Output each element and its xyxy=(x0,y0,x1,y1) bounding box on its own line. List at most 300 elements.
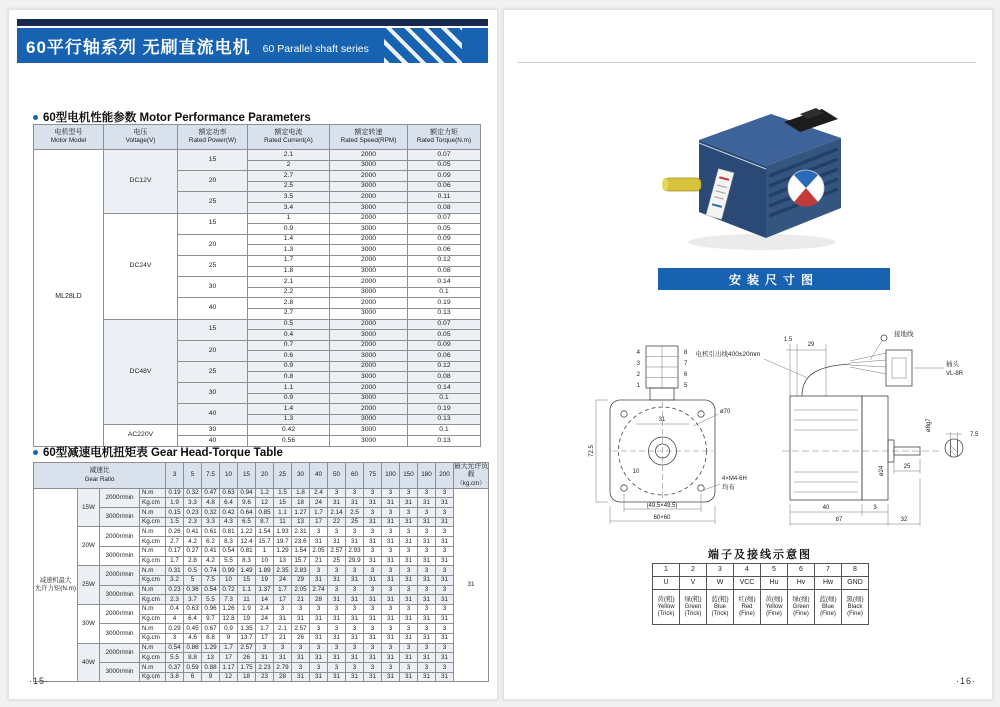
power-cell: 15W xyxy=(78,488,100,527)
torque-value-cell: 12 xyxy=(220,672,238,682)
ratio-column-header: 20 xyxy=(256,463,274,489)
torque-value-cell: 4.8 xyxy=(202,498,220,508)
header-dark-bar xyxy=(17,19,488,26)
max-load-cell: 31 xyxy=(454,488,489,682)
torque-value-cell: 3 xyxy=(436,663,454,673)
torque-value-cell: 19 xyxy=(238,614,256,624)
torque-value-cell: 3 xyxy=(400,527,418,537)
unit-cell: N.m xyxy=(140,643,166,653)
terminal-number-cell: 6 xyxy=(788,564,815,577)
torque-value-cell: 2.23 xyxy=(256,663,274,673)
speed-cell: 2000r/min xyxy=(100,488,140,507)
ratio-column-header: 150 xyxy=(400,463,418,489)
torque-value-cell: 0.54 xyxy=(202,585,220,595)
value-cell: 2.8 xyxy=(248,298,330,309)
torque-value-cell: 3 xyxy=(418,604,436,614)
value-cell: 0.56 xyxy=(248,436,330,447)
torque-value-cell: 31 xyxy=(310,653,328,663)
value-cell: 3.4 xyxy=(248,202,330,213)
value-cell: 0.08 xyxy=(408,372,481,383)
torque-value-cell: 3 xyxy=(346,488,364,498)
value-cell: 0.14 xyxy=(408,277,481,288)
power-cell: 40 xyxy=(178,404,248,425)
torque-value-cell: 31 xyxy=(310,537,328,547)
table-row xyxy=(34,604,489,614)
dim-shaft-len: 25 xyxy=(903,464,911,470)
dim-40: 40 xyxy=(822,505,830,511)
torque-value-cell: 3 xyxy=(310,566,328,576)
torque-value-cell: 31 xyxy=(328,498,346,508)
header-cn: 电压 xyxy=(133,128,148,136)
terminal-number-row xyxy=(653,564,869,577)
speed-cell: 3000r/min xyxy=(100,624,140,643)
torque-value-cell: 3 xyxy=(328,663,346,673)
torque-value-cell: 31 xyxy=(418,595,436,605)
left-page xyxy=(8,9,498,700)
torque-value-cell: 2.57 xyxy=(292,624,310,634)
speed-cell: 3000r/min xyxy=(100,546,140,565)
terminal-wire-cell xyxy=(680,590,707,625)
terminal-wire-cell xyxy=(734,590,761,625)
torque-value-cell: 31 xyxy=(418,556,436,566)
speed-cell: 2000r/min xyxy=(100,566,140,585)
torque-value-cell: 1.37 xyxy=(256,585,274,595)
value-cell: 2000 xyxy=(330,383,408,394)
torque-value-cell: 0.27 xyxy=(184,546,202,556)
torque-value-cell: 3 xyxy=(418,663,436,673)
torque-value-cell: 2.35 xyxy=(274,566,292,576)
torque-value-cell: 31 xyxy=(328,634,346,644)
torque-value-cell: 0.85 xyxy=(256,508,274,518)
torque-value-cell: 31 xyxy=(364,575,382,585)
torque-value-cell: 1.29 xyxy=(202,643,220,653)
torque-value-cell: 31 xyxy=(382,498,400,508)
torque-value-cell: 31 xyxy=(382,575,400,585)
unit-cell: Kg.cm xyxy=(140,575,166,585)
torque-value-cell: 3 xyxy=(436,624,454,634)
torque-value-cell: 26 xyxy=(292,634,310,644)
wire-size: (Fine) xyxy=(793,610,809,617)
torque-value-cell: 24 xyxy=(256,614,274,624)
value-cell: 3.5 xyxy=(248,192,330,203)
torque-value-cell: 12.8 xyxy=(220,614,238,624)
header-en: Motor Model xyxy=(50,137,87,145)
terminal-signal-cell: Hu xyxy=(761,577,788,590)
value-cell: 0.12 xyxy=(408,255,481,266)
torque-value-cell: 1.89 xyxy=(256,566,274,576)
value-cell: 2.7 xyxy=(248,171,330,182)
torque-value-cell: 3 xyxy=(382,546,400,556)
torque-value-cell: 3 xyxy=(364,527,382,537)
series-title-en: 60 Parallel shaft series xyxy=(262,43,369,55)
torque-value-cell: 0.81 xyxy=(238,546,256,556)
ratio-column-header: 50 xyxy=(328,463,346,489)
value-cell: 0.07 xyxy=(408,213,481,224)
torque-value-cell: 21 xyxy=(292,595,310,605)
torque-value-cell: 31 xyxy=(328,537,346,547)
torque-value-cell: 31 xyxy=(382,537,400,547)
torque-value-cell: 31 xyxy=(436,672,454,682)
ratio-column-header: 10 xyxy=(220,463,238,489)
torque-value-cell: 1.8 xyxy=(292,488,310,498)
value-cell: 2.2 xyxy=(248,287,330,298)
torque-value-cell: 0.59 xyxy=(184,663,202,673)
torque-value-cell: 2.79 xyxy=(274,663,292,673)
performance-table xyxy=(33,124,481,447)
value-cell: 0.8 xyxy=(248,372,330,383)
torque-value-cell: 3 xyxy=(328,624,346,634)
torque-value-cell: 2.1 xyxy=(274,624,292,634)
torque-value-cell: 31 xyxy=(310,614,328,624)
torque-value-cell: 31 xyxy=(364,517,382,527)
table-row xyxy=(34,566,489,576)
torque-value-cell: 3 xyxy=(418,488,436,498)
torque-value-cell: 0.67 xyxy=(202,624,220,634)
value-cell: 0.9 xyxy=(248,224,330,235)
ratio-column-header: 200 xyxy=(436,463,454,489)
torque-value-cell: 3 xyxy=(364,546,382,556)
dim-32: 32 xyxy=(900,517,908,523)
torque-value-cell: 31 xyxy=(346,595,364,605)
torque-value-cell: 31 xyxy=(346,575,364,585)
ratio-column-header: 3 xyxy=(166,463,184,489)
torque-value-cell: 3 xyxy=(382,604,400,614)
shaft-section-detail xyxy=(945,432,963,457)
torque-value-cell: 1.7 xyxy=(310,508,328,518)
torque-value-cell: 31 xyxy=(400,653,418,663)
torque-value-cell: 3 xyxy=(400,604,418,614)
speed-cell: 2000r/min xyxy=(100,527,140,546)
torque-value-cell: 6.8 xyxy=(202,634,220,644)
torque-value-cell: 3.2 xyxy=(166,575,184,585)
torque-value-cell: 4.3 xyxy=(220,517,238,527)
value-cell: 3000 xyxy=(330,160,408,171)
torque-value-cell: 3 xyxy=(436,527,454,537)
torque-value-cell: 31 xyxy=(400,498,418,508)
unit-cell: N.m xyxy=(140,488,166,498)
torque-value-cell: 0.61 xyxy=(202,527,220,537)
value-cell: 1.1 xyxy=(248,383,330,394)
torque-value-cell: 7.3 xyxy=(220,595,238,605)
unit-cell: N.m xyxy=(140,604,166,614)
pin-label: 3 xyxy=(636,361,640,367)
value-cell: 0.7 xyxy=(248,340,330,351)
torque-value-cell: 12.4 xyxy=(238,537,256,547)
torque-header xyxy=(34,463,489,489)
dim-29: 29 xyxy=(807,342,815,348)
value-cell: 0.1 xyxy=(408,287,481,298)
wire-color-en: Yellow xyxy=(765,603,783,610)
torque-value-cell: 3 xyxy=(346,585,364,595)
torque-value-cell: 0.99 xyxy=(220,566,238,576)
torque-value-cell: 3 xyxy=(328,527,346,537)
torque-value-cell: 3 xyxy=(274,604,292,614)
torque-value-cell: 0.9 xyxy=(220,624,238,634)
torque-value-cell: 0.32 xyxy=(202,508,220,518)
value-cell: 0.09 xyxy=(408,340,481,351)
torque-value-cell: 31 xyxy=(400,556,418,566)
holes-note-2: 均布 xyxy=(722,484,735,491)
terminal-signal-row xyxy=(653,577,869,590)
value-cell: 3000 xyxy=(330,224,408,235)
torque-value-cell: 1.35 xyxy=(238,624,256,634)
column-header xyxy=(178,125,248,150)
torque-value-cell: 31 xyxy=(382,517,400,527)
torque-value-cell: 31 xyxy=(346,614,364,624)
wire-color-en: Green xyxy=(684,603,702,610)
torque-value-cell: 3 xyxy=(400,546,418,556)
torque-value-cell: 3 xyxy=(328,643,346,653)
wire-color-cn: 绿(粗) xyxy=(684,595,702,603)
torque-value-cell: 1.27 xyxy=(292,508,310,518)
header-en: Rated Torque(N.m) xyxy=(416,137,472,145)
value-cell: 2000 xyxy=(330,150,408,161)
torque-value-cell: 31 xyxy=(436,653,454,663)
torque-value-cell: 1.1 xyxy=(274,508,292,518)
wire-color-en: Green xyxy=(792,603,810,610)
torque-value-cell: 3 xyxy=(364,508,382,518)
terminal-wire-cell xyxy=(788,590,815,625)
value-cell: 2 xyxy=(248,160,330,171)
torque-value-cell: 7.5 xyxy=(202,575,220,585)
column-header xyxy=(330,125,408,150)
bullet-icon xyxy=(33,115,38,120)
wire-size: (Trick) xyxy=(711,610,729,617)
side-label-line2: 允许力矩(N.m) xyxy=(35,585,76,593)
torque-value-cell: 17 xyxy=(310,517,328,527)
unit-cell: Kg.cm xyxy=(140,517,166,527)
terminal-wire-cell xyxy=(653,590,680,625)
torque-value-cell: 3 xyxy=(436,585,454,595)
unit-cell: Kg.cm xyxy=(140,653,166,663)
right-page xyxy=(503,9,993,700)
wire-color-en: Black xyxy=(847,603,863,610)
ground-wire-label: 接地线 xyxy=(894,331,914,338)
torque-value-cell: 3 xyxy=(364,566,382,576)
torque-value-cell: 31 xyxy=(364,498,382,508)
torque-value-cell: 23.6 xyxy=(292,537,310,547)
torque-value-cell: 2.5 xyxy=(346,508,364,518)
torque-value-cell: 23 xyxy=(256,672,274,682)
torque-value-cell: 1.29 xyxy=(274,546,292,556)
table-row xyxy=(34,643,489,653)
torque-value-cell: 1.5 xyxy=(274,488,292,498)
torque-value-cell: 13 xyxy=(292,517,310,527)
torque-value-cell: 3 xyxy=(382,663,400,673)
value-cell: 0.9 xyxy=(248,393,330,404)
ratio-column-header: 5 xyxy=(184,463,202,489)
speed-cell: 2000r/min xyxy=(100,643,140,662)
value-cell: 2000 xyxy=(330,234,408,245)
dim-flange: (49.5×49.5) xyxy=(646,503,678,509)
value-cell: 2000 xyxy=(330,319,408,330)
unit-cell: Kg.cm xyxy=(140,672,166,682)
torque-section-title xyxy=(33,444,283,460)
power-cell: 25W xyxy=(78,566,100,605)
torque-value-cell: 3 xyxy=(418,566,436,576)
value-cell: 0.13 xyxy=(408,414,481,425)
torque-value-cell: 3 xyxy=(364,585,382,595)
torque-value-cell: 3 xyxy=(400,508,418,518)
torque-value-cell: 31 xyxy=(400,634,418,644)
torque-value-cell: 31 xyxy=(436,498,454,508)
value-cell: 0.12 xyxy=(408,361,481,372)
torque-value-cell: 0.23 xyxy=(184,508,202,518)
torque-value-cell: 1 xyxy=(256,546,274,556)
torque-value-cell: 31 xyxy=(436,634,454,644)
torque-value-cell: 9.7 xyxy=(202,614,220,624)
torque-value-cell: 15 xyxy=(238,575,256,585)
value-cell: 1.4 xyxy=(248,234,330,245)
installation-dimensions-banner: 安装尺寸图 xyxy=(658,268,890,290)
torque-value-cell: 15 xyxy=(274,498,292,508)
power-cell: 30 xyxy=(178,277,248,298)
torque-value-cell: 2.05 xyxy=(292,585,310,595)
torque-value-cell: 24 xyxy=(310,498,328,508)
power-cell: 20 xyxy=(178,171,248,192)
value-cell: 3000 xyxy=(330,351,408,362)
power-cell: 25 xyxy=(178,361,248,382)
terminal-number-cell: 8 xyxy=(842,564,869,577)
torque-value-cell: 0.81 xyxy=(220,527,238,537)
torque-value-cell: 31 xyxy=(346,653,364,663)
unit-cell: N.m xyxy=(140,663,166,673)
torque-value-cell: 5.5 xyxy=(220,556,238,566)
torque-value-cell: 0.86 xyxy=(184,643,202,653)
table-row xyxy=(34,624,489,634)
torque-value-cell: 31 xyxy=(436,517,454,527)
speed-cell: 3000r/min xyxy=(100,663,140,682)
terminal-diagram-title: 端子及接线示意图 xyxy=(708,549,812,561)
torque-value-cell: 3 xyxy=(292,643,310,653)
value-cell: 2000 xyxy=(330,171,408,182)
torque-value-cell: 3 xyxy=(382,643,400,653)
torque-value-cell: 1.1 xyxy=(238,585,256,595)
value-cell: 0.9 xyxy=(248,361,330,372)
torque-value-cell: 21 xyxy=(310,556,328,566)
value-cell: 2000 xyxy=(330,340,408,351)
torque-value-cell: 0.54 xyxy=(220,546,238,556)
series-banner xyxy=(17,28,488,63)
torque-value-cell: 31 xyxy=(328,595,346,605)
torque-value-cell: 5 xyxy=(184,575,202,585)
value-cell: 0.09 xyxy=(408,171,481,182)
torque-value-cell: 0.17 xyxy=(166,546,184,556)
power-cell: 40 xyxy=(178,436,248,447)
torque-value-cell: 3 xyxy=(364,643,382,653)
terminal-signal-cell: U xyxy=(653,577,680,590)
torque-value-cell: 1.7 xyxy=(274,585,292,595)
torque-value-cell: 4.6 xyxy=(184,634,202,644)
value-cell: 0.06 xyxy=(408,351,481,362)
column-header xyxy=(104,125,178,150)
header-cn: 电机型号 xyxy=(54,128,83,136)
torque-value-cell: 3 xyxy=(400,624,418,634)
unit-cell: N.m xyxy=(140,527,166,537)
torque-value-cell: 1.26 xyxy=(220,604,238,614)
torque-value-cell: 22 xyxy=(328,517,346,527)
plug-label: 插头 xyxy=(946,361,959,368)
header-en: Rated Speed(RPM) xyxy=(340,137,397,145)
brand-badge xyxy=(788,170,824,207)
torque-value-cell: 0.63 xyxy=(220,488,238,498)
torque-value-cell: 0.26 xyxy=(166,527,184,537)
torque-value-cell: 6.5 xyxy=(238,517,256,527)
terminal-wire-row xyxy=(653,590,869,625)
ratio-column-header: 15 xyxy=(238,463,256,489)
torque-value-cell: 6.2 xyxy=(202,537,220,547)
wire-size: (Fine) xyxy=(847,610,863,617)
value-cell: 3000 xyxy=(330,245,408,256)
voltage-cell: DC48V xyxy=(104,319,178,425)
unit-cell: N.m xyxy=(140,566,166,576)
wire-size: (Trick) xyxy=(657,610,675,617)
value-cell: 3000 xyxy=(330,330,408,341)
torque-value-cell: 3 xyxy=(310,643,328,653)
torque-value-cell: 2.57 xyxy=(238,643,256,653)
ratio-column-header: 60 xyxy=(346,463,364,489)
wire-color-en: Red xyxy=(741,603,753,610)
speed-cell: 3000r/min xyxy=(100,508,140,527)
torque-value-cell: 3.7 xyxy=(184,595,202,605)
wire-color-cn: 绿(细) xyxy=(792,595,810,603)
max-load-header-line2: （kg.cm） xyxy=(456,479,486,487)
torque-value-cell: 31 xyxy=(418,517,436,527)
wire-color-cn: 黄(粗) xyxy=(657,595,675,603)
torque-value-cell: 3 xyxy=(310,527,328,537)
torque-value-cell: 3 xyxy=(166,634,184,644)
dim-31: 31 xyxy=(658,417,666,423)
torque-value-cell: 31 xyxy=(418,672,436,682)
torque-value-cell: 3 xyxy=(346,663,364,673)
header-en: Rated Power(W) xyxy=(188,137,237,145)
torque-value-cell: 31 xyxy=(364,595,382,605)
value-cell: 3000 xyxy=(330,414,408,425)
power-cell: 20 xyxy=(178,234,248,255)
torque-value-cell: 26 xyxy=(238,653,256,663)
torque-value-cell: 19 xyxy=(256,575,274,585)
perf-header xyxy=(34,125,481,150)
performance-section-title-text: 60型电机性能参数 Motor Performance Parameters xyxy=(43,112,311,124)
column-header xyxy=(408,125,481,150)
torque-value-cell: 28 xyxy=(310,595,328,605)
torque-value-cell: 1.75 xyxy=(238,663,256,673)
torque-value-cell: 14 xyxy=(256,595,274,605)
torque-value-cell: 28 xyxy=(274,672,292,682)
value-cell: 3000 xyxy=(330,202,408,213)
table-row xyxy=(34,488,489,498)
torque-value-cell: 31 xyxy=(364,653,382,663)
value-cell: 2.5 xyxy=(248,181,330,192)
value-cell: 0.05 xyxy=(408,160,481,171)
torque-value-cell: 3 xyxy=(418,527,436,537)
torque-value-cell: 3 xyxy=(364,663,382,673)
torque-value-cell: 0.42 xyxy=(220,508,238,518)
value-cell: 1.3 xyxy=(248,414,330,425)
torque-value-cell: 0.72 xyxy=(220,585,238,595)
holes-note-1: 4×M4-6H xyxy=(722,476,747,482)
terminal-wire-cell xyxy=(761,590,788,625)
terminal-number-cell: 7 xyxy=(815,564,842,577)
table-row xyxy=(34,508,489,518)
ratio-column-header: 75 xyxy=(364,463,382,489)
torque-value-cell: 31 xyxy=(364,672,382,682)
torque-value-cell: 0.5 xyxy=(184,566,202,576)
power-cell: 40 xyxy=(178,298,248,319)
torque-value-cell: 10 xyxy=(220,575,238,585)
torque-value-cell: 3 xyxy=(256,643,274,653)
torque-value-cell: 1.7 xyxy=(256,624,274,634)
